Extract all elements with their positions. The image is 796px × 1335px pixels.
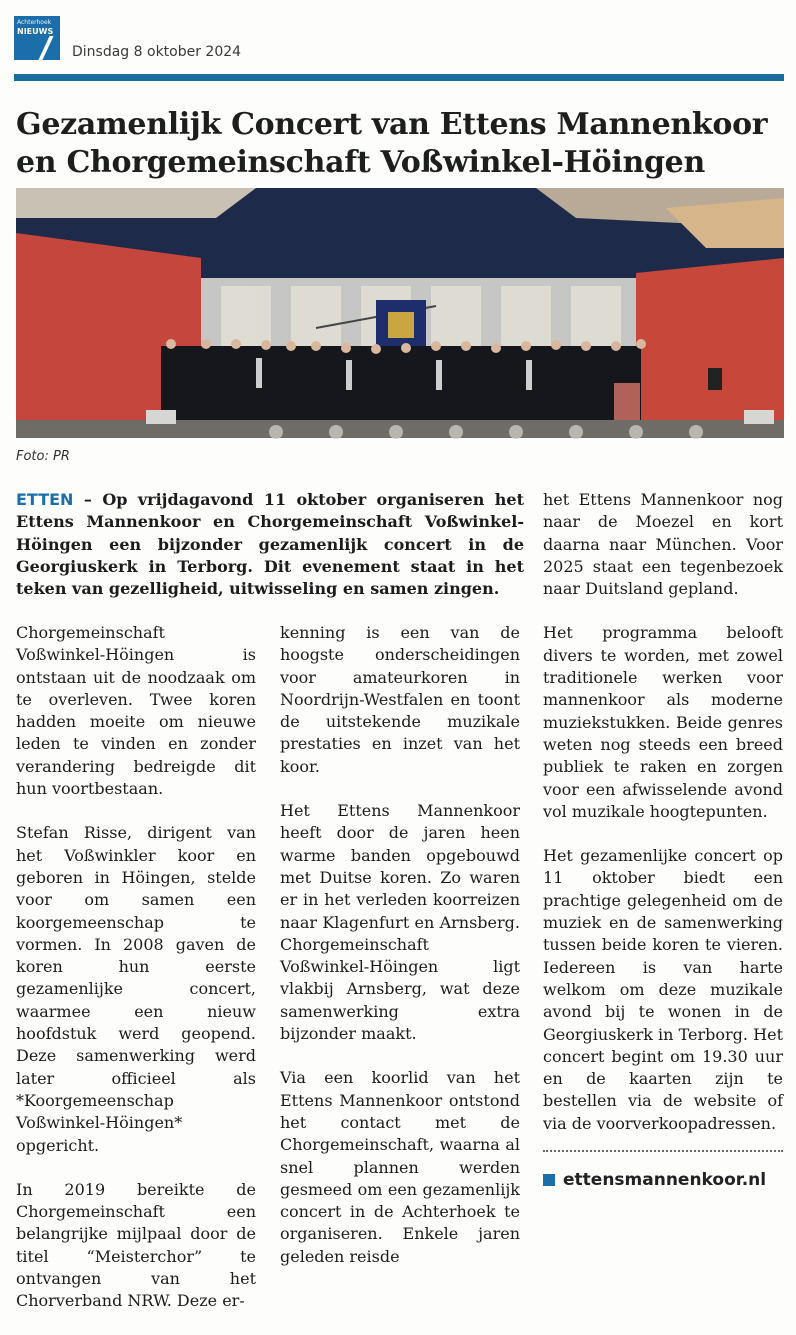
paragraph: Het Ettens Mannenkoor heeft door de jaren heen warme banden opgebouwd met Duitse koren. Zo waren er in het verleden koorreizen naar Klagenfurt en Arnsberg. Chorgemeinschaft Voßwinkel-Höingen ligt vlakbij Arnsberg, wat deze samenwerking extra bijzonder maakt. [280, 801, 520, 1044]
website-text[interactable]: ettensmannenkoor.nl [563, 1170, 767, 1190]
issue-date: Dinsdag 8 oktober 2024 [72, 44, 242, 60]
paragraph: het Ettens Mannenkoor nog naar de Moezel en kort daarna naar München. Voor 2025 staat een tegenbezoek naar Duitsland gepland. [543, 490, 783, 599]
dateline-place: ETTEN [16, 490, 74, 509]
paragraph: In 2019 bereikte de Chorgemeinschaft een belangrijke mijlpaal door de titel “Meisterchor” te ontvangen van het Chorverband NRW. Deze er- [16, 1179, 256, 1311]
paragraph: Via een koorlid van het Ettens Mannenkoor ontstond het contact met de Chorgemeinschaft, waarna al snel plannen werden gesmeed om een gezamenlijk concert in de Achterhoek te organiseren. Enkele jaren geleden reisde [280, 1068, 520, 1266]
logo-line2: NIEUWS [17, 27, 54, 36]
masthead [14, 16, 784, 60]
column-3 [543, 489, 783, 1157]
logo-line1: Achterhoek [17, 19, 52, 26]
paragraph: Chorgemeinschaft Voßwinkel-Höingen is ontstaan uit de noodzaak om te overleven. Twee koren hadden moeite om nieuwe leden te vinden en zonder verandering bedreigde dit hun voortbestaan. [16, 623, 256, 799]
square-bullet-icon [543, 1174, 555, 1186]
article-title: Gezamenlijk Concert van Ettens Mannenkoor en Chorgemeinschaft Voßwinkel-Höingen [16, 107, 768, 180]
header-rule [14, 74, 784, 81]
logo-slash-mark [38, 36, 53, 60]
lead-text: – Op vrijdagavond 11 oktober organiseren het Ettens Mannenkoor en Chorgemeinschaft Voßwinkel-Höingen een bijzonder gezamenlijk concert in de Georgiuskerk in Terborg. Dit evenement staat in het teken van gezelligheid, uitwisseling en samen zingen. [16, 490, 524, 599]
newspaper-logo [14, 16, 60, 60]
paragraph: Het programma belooft divers te worden, met zowel traditionele werken voor mannenkoor als moderne muziekstukken. Beide genres weten nog steeds een breed publiek te raken en zorgen voor een afwisselende avond vol muzikale hoogtepunten. [543, 623, 783, 821]
choir-photo [16, 188, 784, 438]
article-lead [16, 489, 524, 600]
photo-caption: Foto: PR [16, 449, 70, 464]
dotted-divider [543, 1150, 783, 1152]
paragraph: Stefan Risse, dirigent van het Voßwinkler koor en geboren in Höingen, stelde voor om samen een koorgemeenschap te vormen. In 2008 gaven de koren hun eerste gezamenlijke concert, waarmee een nieuw hoofdstuk werd geopend. Deze samenwerking werd later officieel als *Koorgemeenschap Voßwinkel-Höingen* opgericht. [16, 823, 256, 1155]
column-2 [280, 622, 520, 1290]
paragraph: Het gezamenlijke concert op 11 oktober biedt een prachtige gelegenheid om de muziek en de samenwerking tussen beide koren te vieren. Iedereen is van harte welkom om deze muzikale avond bij te wonen in de Georgiuskerk in Terborg. Het concert begint om 19.30 uur en de kaarten zijn te bestellen via de website of via de voorverkoopadressen. [543, 846, 783, 1133]
paragraph: kenning is een van de hoogste onderscheidingen voor amateurkoren in Noordrijn-Westfalen en toont de uitstekende muzikale prestaties en inzet van het koor. [280, 623, 520, 776]
column-1 [16, 622, 256, 1335]
website-link[interactable] [543, 1170, 766, 1190]
